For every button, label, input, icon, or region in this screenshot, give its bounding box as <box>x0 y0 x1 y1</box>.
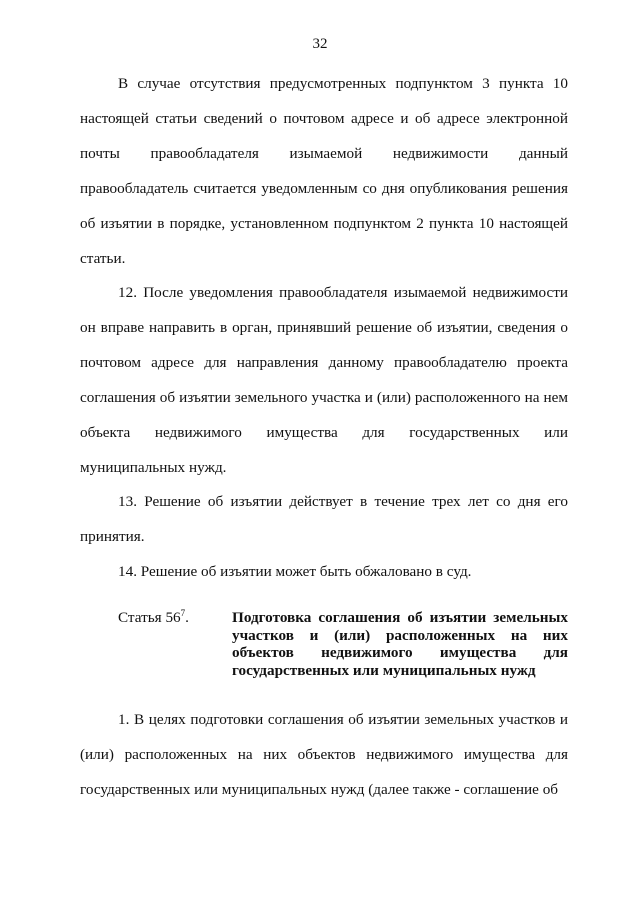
article-title: Подготовка соглашения об изъятии земельных участков и (или) расположенных на них объектов недвижимого имущества для государственных или муниципальных нужд <box>232 609 568 679</box>
article-number-text: Статья 56 <box>118 609 181 626</box>
page-number: 32 <box>312 36 328 52</box>
article-number-superscript: 7 <box>180 607 186 618</box>
article-number-suffix: . <box>185 609 189 626</box>
paragraph-notification-default: В случае отсутствия предусмотренных подпунктом 3 пункта 10 настоящей статьи сведений о почтовом адресе и об адресе электронной почты правообладателя изымаемой недвижимости данный правообладатель считается уведомленным со дня опубликования решения об изъятии в порядке, установленном подпунктом 2 пункта 10 настоящей статьи. <box>80 75 568 267</box>
article-heading <box>118 609 568 679</box>
article-number <box>118 609 232 679</box>
paragraph-13: 13. Решение об изъятии действует в течение трех лет со дня его принятия. <box>80 493 568 545</box>
paragraph-12: 12. После уведомления правообладателя изымаемой недвижимости он вправе направить в орган, принявший решение об изъятии, сведения о почтовом адресе для направления данному правообладателю проекта соглашения об изъятии земельного участка и (или) расположенного на нем объекта недвижимого имущества для государственных или муниципальных нужд. <box>80 284 568 476</box>
paragraph-14: 14. Решение об изъятии может быть обжаловано в суд. <box>118 563 472 580</box>
article-paragraph-1: 1. В целях подготовки соглашения об изъятии земельных участков и (или) расположенных на них объектов недвижимого имущества для государственных или муниципальных нужд (далее также - соглашение об <box>80 711 568 798</box>
